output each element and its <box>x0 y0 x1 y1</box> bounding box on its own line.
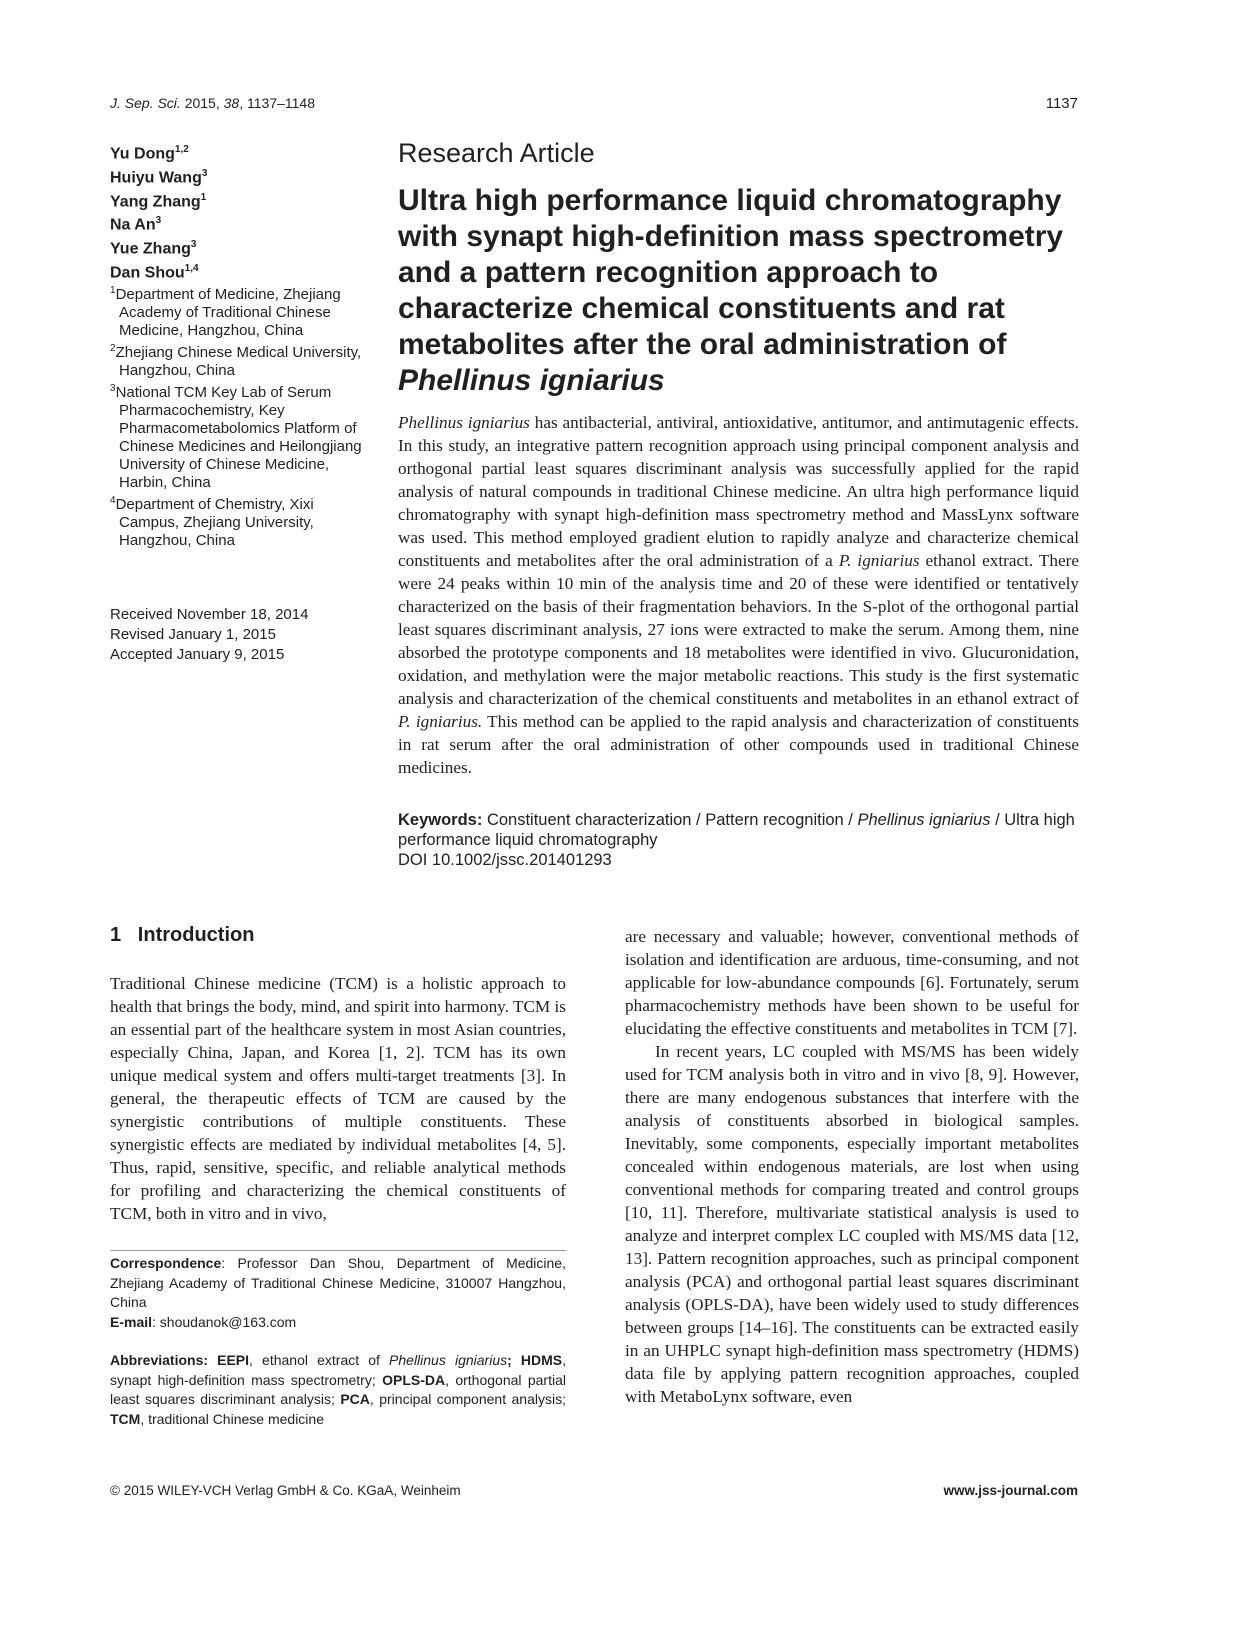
abbreviation-definition: , ethanol extract of <box>249 1352 390 1368</box>
abbreviation-term: TCM <box>110 1410 141 1427</box>
author-name: Yue Zhang <box>110 240 191 258</box>
author-name: Dan Shou <box>110 264 185 282</box>
author <box>110 164 207 188</box>
title-species: Phellinus igniarius <box>398 364 665 397</box>
abbreviations <box>110 1351 566 1429</box>
title-main: Ultra high performance liquid chromatography with synapt high-definition mass spectrometry and a pattern recognition approach to characterize chemical constituents and rat metabolites after the oral administration of <box>398 184 1064 361</box>
affiliation-marker: 2 <box>110 343 116 354</box>
journal-url[interactable]: www.jss-journal.com <box>943 1483 1078 1498</box>
author <box>110 211 207 235</box>
paragraph: are necessary and valuable; however, conventional methods of isolation and identification are arduous, time-consuming, and not applicable for low-abundance compounds [6]. Fortunately, serum pharmacochemistry methods have been shown to be useful for elucidating the effective constituents and metabolites in TCM [7]. <box>625 927 1079 1038</box>
author <box>110 235 207 259</box>
abstract <box>398 411 1079 779</box>
author <box>110 140 207 164</box>
author-affiliation-marker: 1,2 <box>174 144 189 155</box>
affiliation <box>110 340 370 380</box>
affiliations <box>110 282 370 550</box>
journal-citation <box>110 95 315 111</box>
correspondence-label: Correspondence <box>110 1255 222 1271</box>
abbreviation-term: Abbreviations: EEPI <box>110 1352 250 1368</box>
abstract-segment: P. igniarius. <box>398 712 483 731</box>
revised-date: Revised January 1, 2015 <box>110 626 276 643</box>
section-title: Introduction <box>137 924 255 946</box>
article-title <box>398 183 1088 399</box>
author-list <box>110 140 207 283</box>
abstract-segment: ethanol extract. There were 24 peaks within 10 min of the analysis time and 20 of these were identified or tentatively characterized on the basis of their fragmentation behaviors. In the S-plot of the orthogonal partial least squares discriminant analysis, 27 ions were extracted to make the serum. Among them, nine absorbed the prototype components and 18 metabolites were identified in vivo. Glucuronidation, oxidation, and methylation were the major metabolic reactions. This study is the first systematic analysis and characterization of the chemical constituents and metabolites in an ethanol extract of <box>398 551 1079 708</box>
keywords-text: Constituent characterization / Pattern recognition / <box>482 811 858 829</box>
received-date: Received November 18, 2014 <box>110 606 309 623</box>
author <box>110 259 207 283</box>
author-affiliation-marker: 1 <box>200 191 207 203</box>
abbreviation-definition: , orthogonal partial least squares discriminant analysis; <box>110 1371 566 1407</box>
keywords-species: Phellinus igniarius <box>857 811 991 829</box>
page-number: 1137 <box>1045 95 1078 112</box>
intro-right-column <box>625 925 1079 1408</box>
volume: 38 <box>223 95 240 111</box>
abbreviation-species: Phellinus igniarius <box>389 1352 508 1368</box>
abbreviation-term: OPLS-DA <box>382 1371 446 1388</box>
affiliation <box>110 492 370 550</box>
intro-left-column: Traditional Chinese medicine (TCM) is a holistic approach to health that brings the body, mind, and spirit into harmony. TCM is an essential part of the healthcare system in most Asian countries, especially China, Japan, and Korea [1, 2]. TCM has its own unique medical system and offers multi-target treatments [3]. In general, the therapeutic effects of TCM are caused by the synergistic contributions of multiple constituents. These synergistic effects are mediated by individual metabolites [4, 5]. Thus, rapid, sensitive, specific, and reliable analytical methods for profiling and characterizing the chemical constituents of TCM, both in vitro and in vivo, <box>110 974 566 1223</box>
keywords-text-2: / Ultra high performance liquid chromatography <box>398 811 1075 849</box>
keywords <box>398 810 1079 870</box>
abstract-segment: This method can be applied to the rapid analysis and characterization of constituents in rat serum after the oral administration of other compounds used in traditional Chinese medicines. <box>398 712 1079 777</box>
accepted-date: Accepted January 9, 2015 <box>110 646 285 663</box>
section-heading <box>110 924 254 947</box>
author-name: Na An <box>110 216 156 234</box>
abstract-segment: P. igniarius <box>838 551 920 570</box>
affiliation-text: Department of Chemistry, Xixi Campus, Zhejiang University, Hangzhou, China <box>115 496 314 549</box>
affiliation-text: Zhejiang Chinese Medical University, Hangzhou, China <box>115 344 362 379</box>
author-affiliation-marker: 3 <box>155 215 162 227</box>
author-affiliation-marker: 3 <box>201 167 208 179</box>
abbreviation-definition: , principal component analysis; <box>369 1391 566 1407</box>
section-number: 1 <box>110 924 122 946</box>
dates <box>110 605 308 665</box>
affiliation <box>110 282 370 340</box>
paragraph: In recent years, LC coupled with MS/MS has been widely used for TCM analysis both in vitro and in vivo [8, 9]. However, there are many endogenous substances that interfere with the analysis of constituents absorbed in biological samples. Inevitably, some components, especially important metabolites concealed within endogenous materials, are lost when using conventional methods for comparing treated and control groups [10, 11]. Therefore, multivariate statistical analysis is used to analyze and interpret complex LC coupled with MS/MS data [12, 13]. Pattern recognition approaches, such as principal component analysis (PCA) and orthogonal partial least squares discriminant analysis (OPLS-DA), have been widely used to study differences between groups [14–16]. The constituents can be extracted easily in an UHPLC synapt high-definition mass spectrometry (HDMS) data file by applying pattern recognition approaches, coupled with MetaboLynx software, even <box>625 1042 1079 1406</box>
affiliation-marker: 1 <box>110 285 116 296</box>
affiliation-text: Department of Medicine, Zhejiang Academy of Traditional Chinese Medicine, Hangzhou, China <box>115 286 341 339</box>
copyright: © 2015 WILEY-VCH Verlag GmbH & Co. KGaA, Weinheim <box>110 1483 461 1498</box>
abbreviation-definition: , synapt high-definition mass spectrometry; <box>110 1352 567 1388</box>
author-name: Yu Dong <box>110 145 175 163</box>
correspondence-text: : Professor Dan Shou, Department of Medicine, Zhejiang Academy of Traditional Chinese Medicine, 310007 Hangzhou, China <box>110 1255 566 1310</box>
affiliation-marker: 4 <box>110 495 116 506</box>
affiliation <box>110 380 370 492</box>
correspondence <box>110 1254 566 1332</box>
footnote-divider <box>110 1250 566 1251</box>
author-affiliation-marker: 3 <box>190 239 197 251</box>
author-name: Yang Zhang <box>110 192 201 210</box>
abbreviation-definition: , traditional Chinese medicine <box>140 1410 324 1427</box>
year: 2015, <box>184 95 220 111</box>
author <box>110 188 207 212</box>
journal-name: J. Sep. Sci. <box>110 95 181 111</box>
abstract-segment: Phellinus igniarius <box>398 413 530 432</box>
keywords-label: Keywords: <box>398 811 483 829</box>
abstract-segment: has antibacterial, antiviral, antioxidative, antitumor, and antimutagenic effects. In this study, an integrative pattern recognition approach using principal component analysis and orthogonal partial least squares discriminant analysis was successfully applied for the rapid analysis of natural compounds in traditional Chinese medicine. An ultra high performance liquid chromatography with synapt high-definition mass spectrometry method and MassLynx software was used. This method employed gradient elution to rapidly analyze and characterize chemical constituents and metabolites after the oral administration of a <box>398 413 1079 570</box>
article-type: Research Article <box>398 138 595 168</box>
email[interactable]: : shoudanok@163.com <box>152 1313 297 1330</box>
affiliation-text: National TCM Key Lab of Serum Pharmacochemistry, Key Pharmacometabolomics Platform of Chinese Medicines and Heilongjiang University of Chinese Medicine, Harbin, China <box>115 384 362 491</box>
author-name: Huiyu Wang <box>110 169 202 187</box>
affiliation-marker: 3 <box>110 383 116 394</box>
doi[interactable]: DOI 10.1002/jssc.201401293 <box>398 851 612 869</box>
author-affiliation-marker: 1,4 <box>184 263 199 275</box>
abbreviation-term: ; HDMS <box>507 1352 563 1368</box>
pages: , 1137–1148 <box>239 95 315 111</box>
email-label: E-mail <box>110 1313 153 1330</box>
abbreviation-term: PCA <box>340 1391 370 1407</box>
